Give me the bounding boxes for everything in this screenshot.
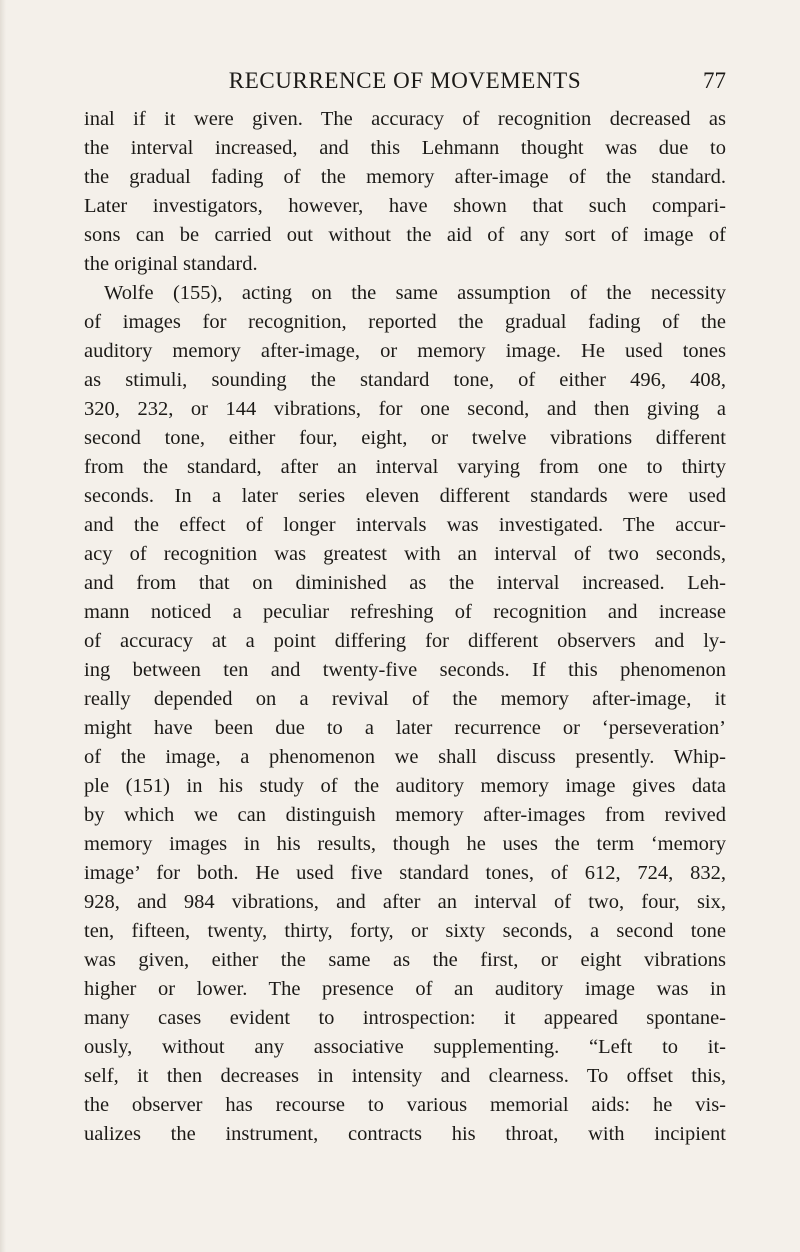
text-line: ten, fifteen, twenty, thirty, forty, or sixty seconds, a second tone (84, 920, 726, 942)
text-line: from the standard, after an interval varying from one to thirty (84, 456, 726, 478)
text-line: the observer has recourse to various memorial aids: he vis- (84, 1094, 726, 1116)
text-line: auditory memory after-image, or memory image. He used tones (84, 340, 726, 362)
text-line: Wolfe (155), acting on the same assumption of the necessity (104, 282, 726, 304)
text-line: was given, either the same as the first, or eight vibrations (84, 949, 726, 971)
text-line: memory images in his results, though he uses the term ‘memory (84, 833, 726, 855)
text-line: ualizes the instrument, contracts his throat, with incipient (84, 1123, 726, 1145)
text-line: many cases evident to introspection: it appeared spontane- (84, 1007, 726, 1029)
text-line: as stimuli, sounding the standard tone, of either 496, 408, (84, 369, 726, 391)
text-line: and the effect of longer intervals was investigated. The accur- (84, 514, 726, 536)
text-line: ing between ten and twenty-five seconds. If this phenomenon (84, 659, 726, 681)
text-line: the original standard. (84, 253, 258, 275)
text-line: sons can be carried out without the aid of any sort of image of (84, 224, 726, 246)
text-line: and from that on diminished as the interval increased. Leh- (84, 572, 726, 594)
text-line: of accuracy at a point differing for different observers and ly- (84, 630, 726, 652)
running-head (84, 64, 726, 98)
text-line: of the image, a phenomenon we shall discuss presently. Whip- (84, 746, 726, 768)
text-line: acy of recognition was greatest with an interval of two seconds, (84, 543, 726, 565)
text-line: inal if it were given. The accuracy of recognition decreased as (84, 108, 726, 130)
text-line: ple (151) in his study of the auditory memory image gives data (84, 775, 726, 797)
page-number: 77 (703, 68, 726, 93)
page-edge-shadow (0, 0, 6, 1252)
text-line: mann noticed a peculiar refreshing of recognition and increase (84, 601, 726, 623)
text-line: second tone, either four, eight, or twelve vibrations different (84, 427, 726, 449)
text-line: seconds. In a later series eleven different standards were used (84, 485, 726, 507)
body-text (84, 105, 726, 1149)
text-line: of images for recognition, reported the gradual fading of the (84, 311, 726, 333)
text-line: might have been due to a later recurrence or ‘perseveration’ (84, 717, 726, 739)
page-title: RECURRENCE OF MOVEMENTS (228, 68, 582, 93)
text-line: self, it then decreases in intensity and clearness. To offset this, (84, 1065, 726, 1087)
text-line: ously, without any associative supplementing. “Left to it- (84, 1036, 726, 1058)
text-line: Later investigators, however, have shown that such compari- (84, 195, 726, 217)
text-line: the interval increased, and this Lehmann thought was due to (84, 137, 726, 159)
text-line: higher or lower. The presence of an auditory image was in (84, 978, 726, 1000)
text-line: by which we can distinguish memory after-images from revived (84, 804, 726, 826)
text-line: 320, 232, or 144 vibrations, for one second, and then giving a (84, 398, 726, 420)
text-line: image’ for both. He used five standard tones, of 612, 724, 832, (84, 862, 726, 884)
text-line: the gradual fading of the memory after-image of the standard. (84, 166, 726, 188)
text-line: really depended on a revival of the memory after-image, it (84, 688, 726, 710)
text-line: 928, and 984 vibrations, and after an interval of two, four, six, (84, 891, 726, 913)
